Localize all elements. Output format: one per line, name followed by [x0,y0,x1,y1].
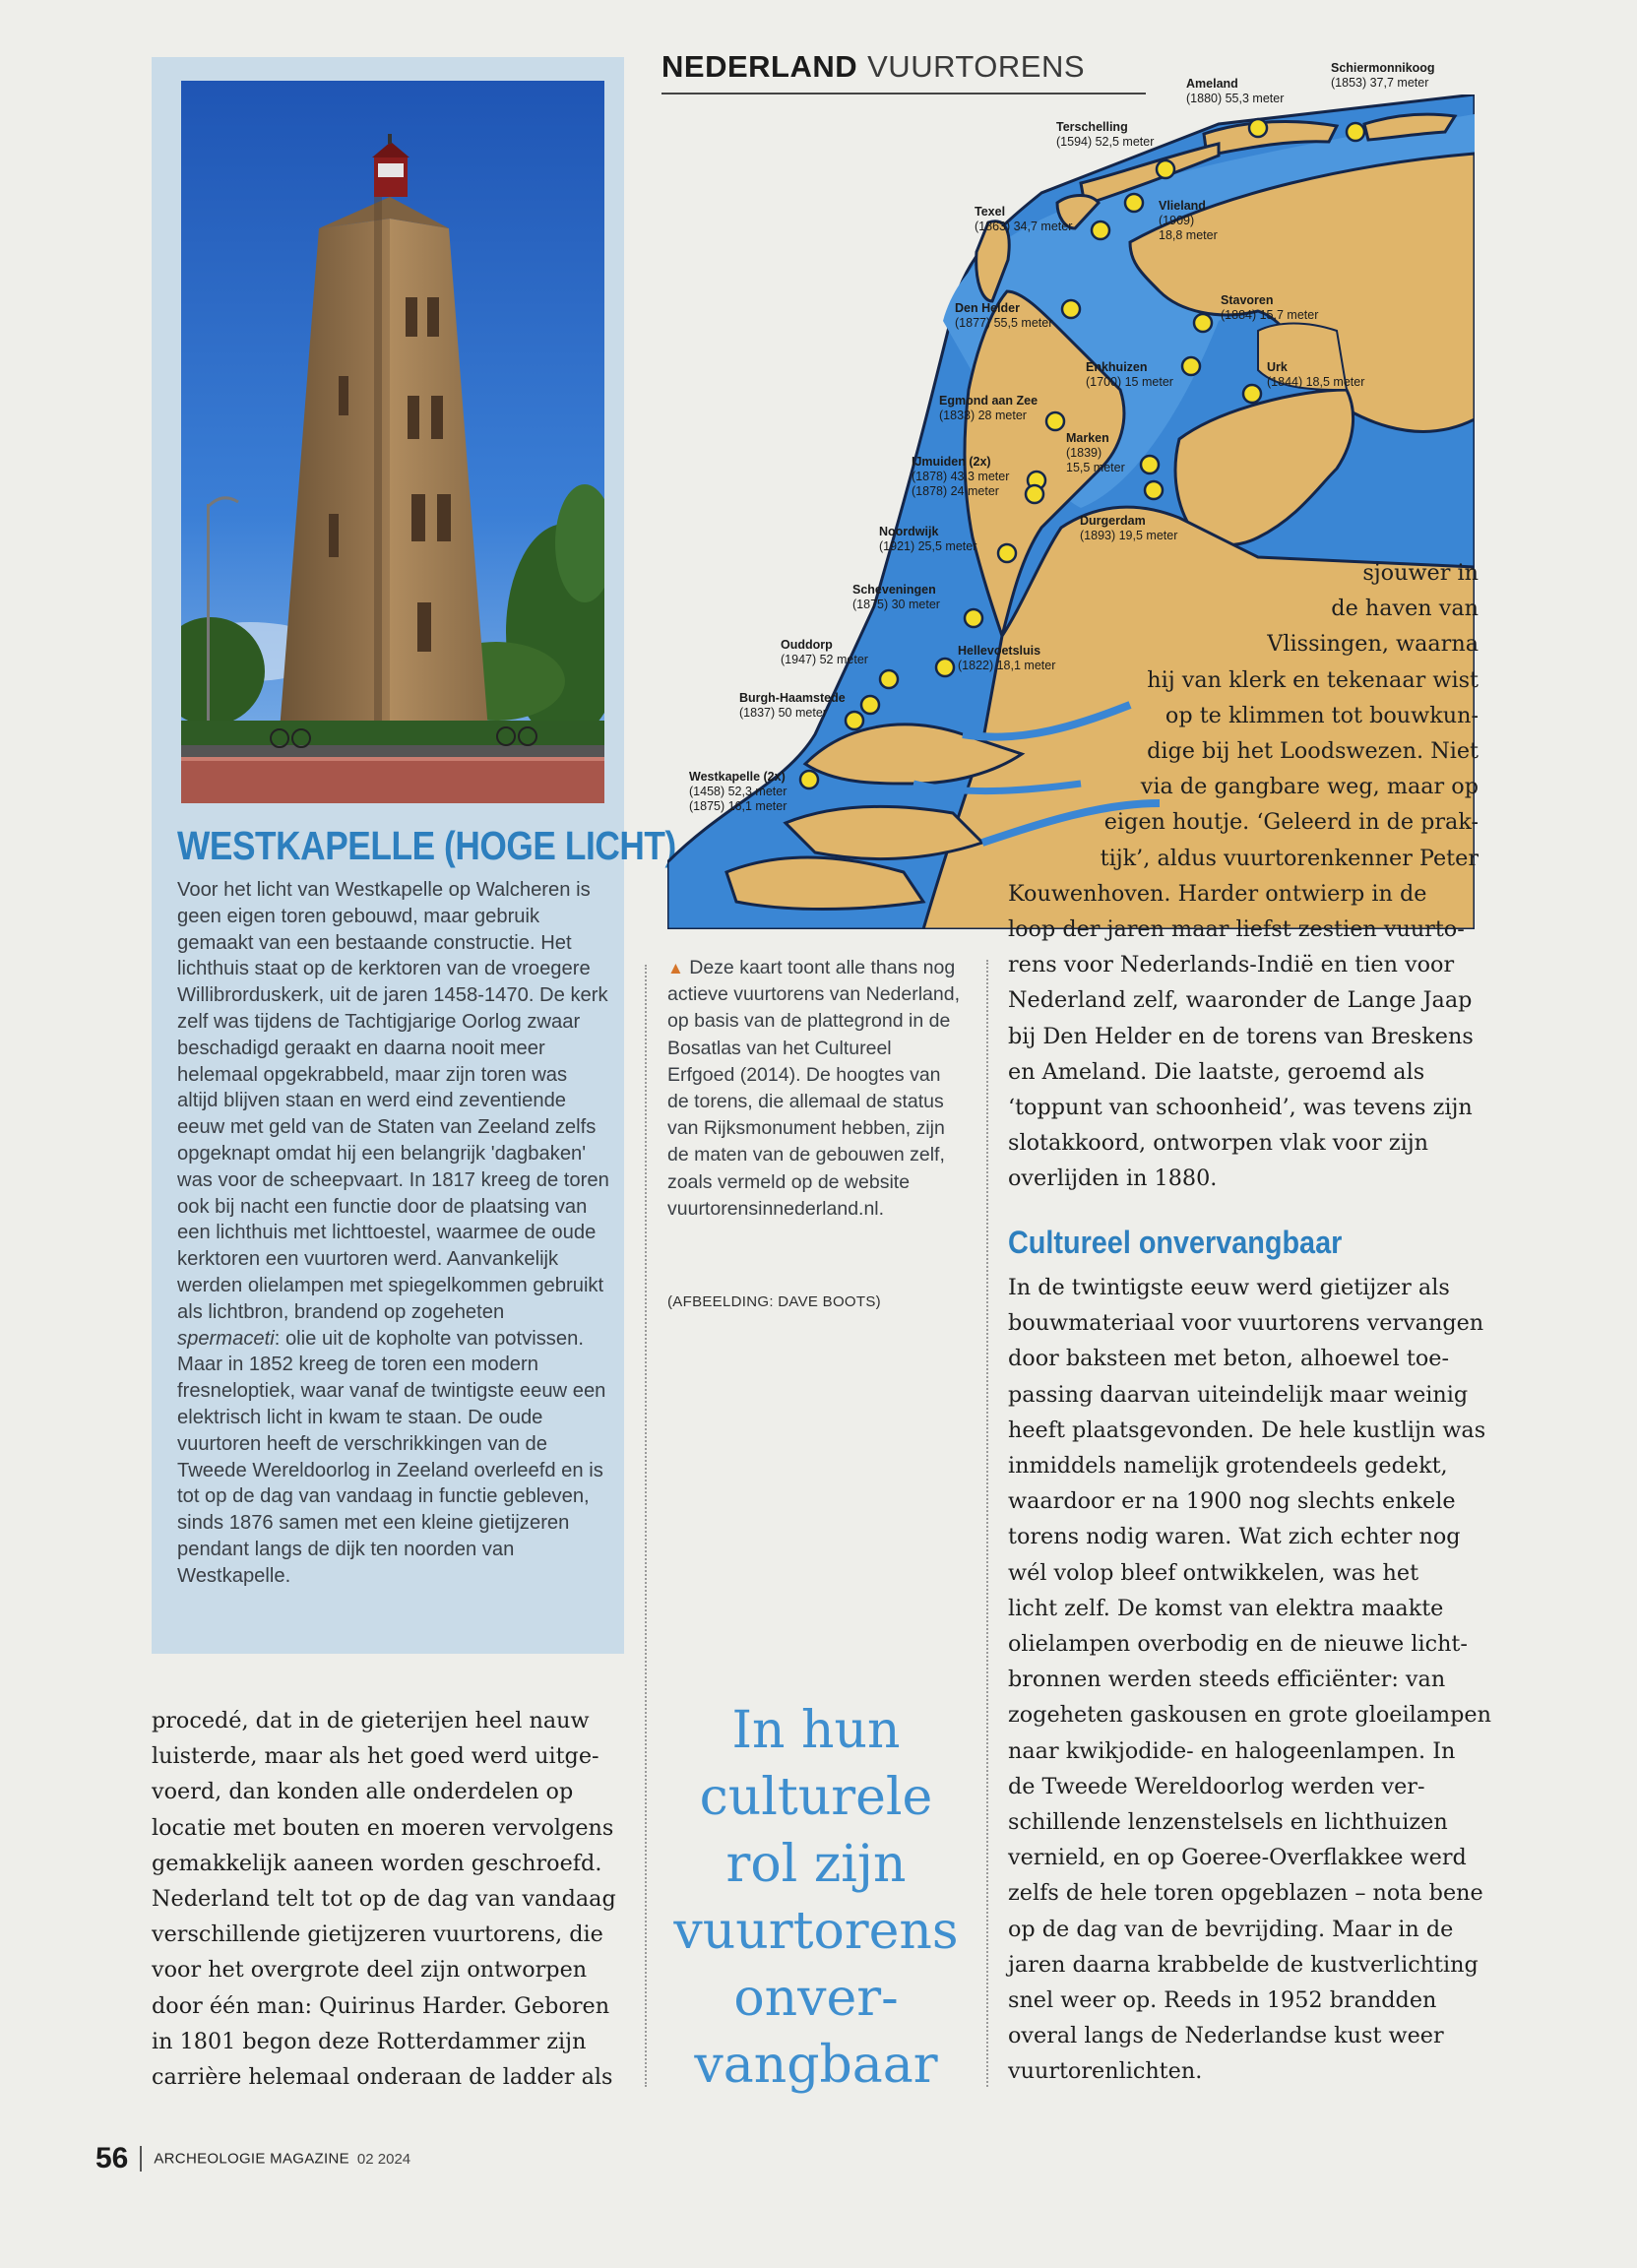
map-label [1086,360,1173,390]
map-label-detail: (1833) 28 meter [939,409,1027,422]
body-line: de haven van [1331,596,1479,622]
body-line: bronnen werden steeds efficiënter: van [1008,1667,1446,1693]
body-line: tijk’, aldus vuurtorenkenner Peter [1100,845,1479,871]
map-label [739,691,846,721]
body-line: en Ameland. Die laatste, geroemd als [1008,1058,1425,1085]
map-label [955,301,1052,331]
map-label-name: Den Helder [955,301,1020,315]
sidebar-box [152,57,676,1654]
map-label-name: Scheveningen [852,583,936,597]
map-label [879,525,976,554]
map-label-name: Ameland [1186,77,1238,91]
sidebar-text [177,877,610,1590]
body-line: luisterde, maar als het goed werd uitge- [152,1743,599,1770]
map-label-name: Schiermonnikoog [1331,61,1435,75]
map-label-name: Durgerdam [1080,514,1146,528]
page-footer [95,2142,410,2175]
body-line: bij Den Helder en de torens van Breskens [1008,1023,1474,1049]
body-line: schillende lenzenstelsels en lichthuizen [1008,1809,1448,1836]
map-label [975,205,1072,234]
body-line: jaren daarna krabbelde de kustverlichting [1008,1951,1479,1978]
body-line: olielampen overbodig en de nieuwe licht- [1008,1631,1468,1658]
pull-quote-line: culturele [699,1768,933,1827]
body-line: slotakkoord, ontworpen vlak voor zijn [1008,1130,1429,1157]
body-line: sjouwer in [1362,560,1479,586]
map-label-detail: (1875) 16,1 meter [689,799,787,813]
map-label-detail: (1822) 18,1 meter [958,659,1056,672]
body-line: naar kwikjodide- en halogeenlampen. In [1008,1737,1456,1764]
map-label-name: Hellevoetsluis [958,644,1041,658]
body-line: Vlissingen, waarna [1267,631,1479,658]
map-label-detail: 15,5 meter [1066,461,1125,474]
map-label-detail: (1921) 25,5 meter [879,539,977,553]
map-label-detail: (1853) 37,7 meter [1331,76,1429,90]
column-divider [645,965,647,2087]
body-line: de Tweede Wereldoorlog werden ver- [1008,1773,1425,1799]
body-line: heeft plaatsgevonden. De hele kustlijn was [1008,1417,1486,1443]
map-label [1186,77,1284,106]
body-line: procedé, dat in de gieterijen heel nauw [152,1708,590,1733]
body-line: wél volop bleef ontwikkelen, was het [1008,1559,1419,1586]
map-label [1159,199,1218,243]
map-label-name: Westkapelle (2x) [689,770,786,784]
map-label-detail: (1594) 52,5 meter [1056,135,1155,149]
map-label-detail: (1837) 50 meter [739,706,827,720]
body-line: licht zelf. De komst van elektra maakte [1008,1595,1444,1621]
map-label-name: Urk [1267,360,1288,374]
map-label-name: Texel [975,205,1006,219]
map-label-detail: (1947) 52 meter [781,653,868,666]
section-subhead: Cultureel onvervangbaar [1008,1225,1343,1260]
section-header [661,49,1146,85]
body-line: verschillende gietijzeren vuurtorens, die [152,1922,603,1948]
header-topic: VUURTORENS [867,49,1086,84]
header-country: NEDERLAND [661,49,858,84]
caption-text: Deze kaart toont alle thans nog actieve vuurtorens van Nederland, op basis van de plattegrond in de Bosatlas van het Cultureel Erfgoed (2014). De hoogtes van de torens, die allemaal de status van Rijksmonument hebben, zijn de maten van de gebouwen zelf, zoals vermeld op de website vuurtorensinnederland.nl. [667,957,961,1220]
body-line: waardoor er na 1900 nog slechts enkele [1008,1488,1456,1515]
body-line: voerd, dan konden alle onderdelen op [152,1779,574,1805]
body-line: carrière helemaal onderaan de ladder als [152,2064,613,2091]
map-label [939,394,1038,423]
map-label [1056,120,1154,150]
body-line: eigen houtje. ‘Geleerd in de prak- [1103,809,1479,836]
body-line: via de gangbare weg, maar op [1140,774,1479,800]
map-label [1267,360,1364,390]
map-label-detail: (1893) 19,5 meter [1080,529,1178,542]
sidebar-text-part: Voor het licht van Westkapelle op Walcheren is geen eigen toren gebouwd, maar gebruik gemaakt van een bestaande constructie. Het lichthuis staat op de kerktoren van de vroegere Willibrorduskerk, uit de jaren 1458-1470. De kerk zelf was tijdens de Tachtigjarige Oorlog zwaar beschadigd geraakt en daarna nooit meer helemaal opgekrabbeld, maar zijn toren was altijd blijven staan en werd eind zeventiende eeuw met geld van de Staten van Zeeland zelfs opgeknapt omdat hij een belangrijk 'dagbaken' was voor de scheepvaart. In 1817 kreeg de toren ook bij nacht een functie door de plaatsing van een lichthuis met lichttoestel, waarmee de oude kerktoren een vuurtoren werd. Aanvankelijk werden olielampen met spiegelkommen gebruikt als lichtbron, brandend op zogeheten [177,879,609,1323]
map-label [781,638,868,667]
map-label-name: Vlieland [1159,199,1206,213]
map-label [1221,293,1318,323]
body-line: overlijden in 1880. [1008,1166,1218,1192]
body-text-right-top [1008,555,1479,1197]
map-label-name: Enkhuizen [1086,360,1148,374]
map-label-detail: (1700) 15 meter [1086,375,1173,389]
body-line: ‘toppunt van schoonheid’, was tevens zijn [1008,1095,1473,1121]
body-line: passing daarvan uiteindelijk maar weinig [1008,1381,1469,1408]
map-label-name: Noordwijk [879,525,939,538]
map-label-detail: (1844) 18,5 meter [1267,375,1365,389]
caption-marker-icon: ▲ [667,959,684,977]
map-label-name: Burgh-Haamstede [739,691,846,705]
body-line: inmiddels namelijk grotendeels gedekt, [1008,1453,1448,1480]
body-line: loop der jaren maar liefst zestien vuurto- [1008,916,1465,943]
map-caption [667,955,963,1223]
map-label-detail: (1877) 55,5 meter [955,316,1053,330]
magazine-name: ARCHEOLOGIE MAGAZINE [154,2150,349,2168]
column-divider [986,960,988,2087]
body-line: door één man: Quirinus Harder. Geboren [152,1992,610,2019]
body-line: gemakkelijk aaneen worden geschroefd. [152,1850,602,1876]
sidebar-text-emphasis: spermaceti [177,1327,275,1350]
pull-quote-line: rol zijn [725,1835,907,1894]
map-label-name: Stavoren [1221,293,1274,307]
body-line: hij van klerk en tekenaar wist [1147,666,1479,693]
map-label-detail: (1884) 15,7 meter [1221,308,1319,322]
map-label [689,770,787,814]
body-line: voor het overgrote deel zijn ontworpen [152,1957,588,1984]
map-label-detail: (1880) 55,3 meter [1186,92,1285,105]
pull-quote-line: In hun [731,1701,901,1760]
body-line: vernield, en op Goeree-Overflakkee werd [1008,1845,1467,1871]
map-label-detail: (1839) [1066,446,1102,460]
map-label-detail: (1909) [1159,214,1195,227]
body-text-right-bottom [1008,1270,1491,2090]
body-line: bouwmateriaal voor vuurtorens vervangen [1008,1310,1484,1337]
body-line: Kouwenhoven. Harder ontwierp in de [1008,880,1427,907]
map-label-detail: (1863) 34,7 meter [975,220,1073,233]
body-text-left-bottom [152,1703,616,2095]
map-label-name: Ouddorp [781,638,833,652]
map-label-detail: (1458) 52,3 meter [689,785,787,798]
pull-quote [654,1697,978,2099]
body-line: in 1801 begon deze Rotterdammer zijn [152,2028,587,2054]
image-credit: (AFBEELDING: DAVE BOOTS) [667,1293,881,1310]
body-line: overal langs de Nederlandse kust weer [1008,2023,1444,2049]
body-line: op de dag van de bevrijding. Maar in de [1008,1916,1454,1942]
map-label [912,455,1009,499]
body-line: zogeheten gaskousen en grote gloeilampen [1008,1702,1491,1729]
map-label [1066,431,1125,475]
body-line: In de twintigste eeuw werd gietijzer als [1008,1275,1450,1300]
pull-quote-line: onver- [733,1969,899,2028]
map-label-detail: (1878) 24 meter [912,484,999,498]
map-label-detail: (1878) 43,3 meter [912,470,1010,483]
map-label-name: Terschelling [1056,120,1128,134]
sidebar-text-part: : olie uit de kopholte van potvissen. Maar in 1852 kreeg de toren een modern fresneloptiek, waar vanaf de twintigste eeuw een elektrisch licht in kwam te staan. De oude vuurtoren heeft de verschrikkingen van de Tweede Wereldoorlog in Zeeland overleefd en is tot op de dag van vandaag in functie gebleven, sinds 1876 samen met een kleine gietijzeren pendant langs de dijk ten noorden van Westkapelle. [177,1327,606,1587]
lighthouse-photo [181,81,604,803]
body-line: locatie met bouten en moeren vervolgens [152,1814,614,1841]
body-line: zelfs de hele toren opgeblazen – nota bene [1008,1880,1483,1907]
westkapelle-tower-image [181,81,604,803]
body-line: vuurtorenlichten. [1008,2058,1203,2085]
footer-separator [140,2146,142,2172]
body-line: snel weer op. Reeds in 1952 brandden [1008,1987,1437,2014]
sidebar-title: WESTKAPELLE (HOGE LICHT) [177,823,676,868]
map-label [1331,61,1435,91]
body-line: dige bij het Loodswezen. Niet [1147,738,1479,765]
map-label-name: IJmuiden (2x) [912,455,991,469]
issue-number: 02 2024 [356,2150,411,2168]
body-line: Nederland telt tot op de dag van vandaag [152,1886,616,1913]
body-line: torens nodig waren. Wat zich echter nog [1008,1524,1461,1550]
body-line: op te klimmen tot bouwkun- [1165,702,1479,728]
pull-quote-line: vuurtorens [673,1902,959,1961]
body-line: Nederland zelf, waaronder de Lange Jaap [1008,987,1473,1014]
map-label [1080,514,1177,543]
map-label-detail: (1875) 30 meter [852,598,940,611]
map-label-detail: 18,8 meter [1159,228,1218,242]
map-label-name: Egmond aan Zee [939,394,1039,408]
map-label-name: Marken [1066,431,1109,445]
body-line: rens voor Nederlands-Indië en tien voor [1008,952,1455,978]
map-label [852,583,940,612]
body-line: door baksteen met beton, alhoewel toe- [1008,1346,1449,1372]
page-number: 56 [95,2142,129,2174]
pull-quote-line: vangbaar [694,2036,938,2095]
